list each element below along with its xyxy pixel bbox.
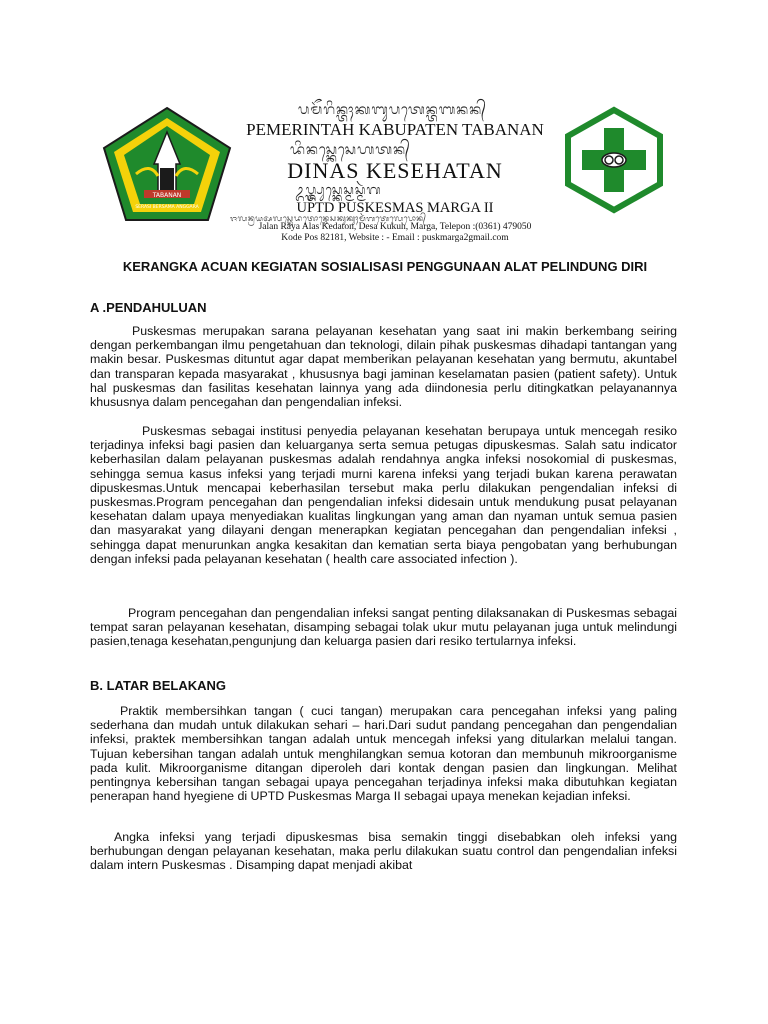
unit-name: UPTD PUSKESMAS MARGA II (296, 200, 494, 216)
document-title: KERANGKA ACUAN KEGIATAN SOSIALISASI PENGGUNAAN ALAT PELINDUNG DIRI (122, 259, 648, 274)
balinese-script-line-4: ᬚᬮᬦ᭄ᬭᬬᬅᬮᬲ᭄ᬓᬾᬤᬢᭀᬦ᭄ᬤᬾᬲᬓᬸᬓᬸᬄᬫᬃᬕᬢᬾᬮᬾᬧᭀᬦ᭄ (230, 214, 427, 223)
section-a-paragraph-3: Program pencegahan dan pengendalian infeksi sangat penting dilaksanakan di Puskesmas sebagai tempat saran pelayanan kesehatan, disamping sebagai tolak ukur mutu pelayanan juga untuk melindungi pasien,tenaga kesehatan,pengunjung dan keluarga pasien dari resiko tertularnya infeksi. (90, 606, 677, 649)
health-department-logo-icon (560, 106, 668, 214)
section-b-paragraph-1: Praktik membersihkan tangan ( cuci tangan) merupakan cara pencegahan infeksi yang paling sederhana dan mudah untuk dilakukan sehari – hari.Dari sudut pandang pencegahan dan pengendalian infeksi, praktek membersihkan tangan adalah untuk mencegah infeksi yang ditularkan melalui tangan. Tujuan kebersihan tangan adalah untuk menghilangkan semua kotoran dan membunuh mikroorganisme pada kulit. Mikroorganisme ditangan diperoleh dari kontak dengan pasien dan lingkungan. Melihat pentingnya kebersihan tangan sebagai upaya pencegahan terjadinya infeksi maka dibutuhkan kegiatan penerapan hand hyegiene di UPTD Puskesmas Marga II sebagai upaya menekan kejadian infeksi. (90, 704, 677, 804)
section-b-heading: B. LATAR BELAKANG (90, 678, 227, 693)
section-a-heading: A .PENDAHULUAN (90, 300, 207, 315)
balinese-script-line-1: ᬧᬫᭂᬭᬶᬦ᭄ᬢᬄᬓᬩᬸᬧᬢᬾᬦ᭄ᬢᬩᬦᬦ᭄ (298, 102, 488, 118)
address-line-1: Jalan Raya Alas Kedaton, Desa Kukuh, Marga, Telepon :(0361) 479050 (258, 222, 532, 232)
balinese-script-line-3: ᬉᬧ᭄ᬢ᭄ᬤ᭄ᬧᬸᬲ᭄ᬓᬾᬲ᭄ᬫᬲ᭄ᬫᬃᬕ (295, 183, 382, 198)
logo-motto-text: SERASI BERSAMA ANGGARA (135, 205, 199, 210)
letterhead (90, 96, 680, 246)
tabanan-regency-logo-icon (100, 104, 234, 224)
department-name: DINAS KESEHATAN (287, 158, 503, 183)
logo-label-text: TABANAN (152, 192, 182, 199)
section-b-paragraph-2: Angka infeksi yang terjadi dipuskesmas bisa semakin tinggi disebabkan oleh infeksi yang berhubungan dengan pelayanan kesehatan, maka perlu dilakukan suatu control dan pengendalian infeksi dalam intern Puskesmas . Disamping dapat menjadi akibat (90, 830, 677, 873)
section-a-paragraph-2: Puskesmas sebagai institusi penyedia pelayanan kesehatan berupaya untuk mencegah resiko terjadinya infeksi bagi pasien dan keluarganya serta semua petugas dipuskesmas. Salah satu indicator keberhasilan dalam pelayanan puskesmas adalah rendahnya angka infeksi nosokomial di puskesmas, sehingga semua kasus infeksi yang terjadi murni karena infeksi yang terjadi bukan karena perawatan dipuskesmas.Untuk mencapai keberhasilan tersebut maka perlu dilakukan pengendalian infeksi di puskesmas.Program pencegahan dan pengendalian infeksi didesain untuk mendukung pusat pelayanan kesehatan dalam upaya menyediakan kualitas lingkungan yang aman dan nyaman untuk semua pasien dan masyarakat yang dilayani dengan menerapkan kegiatan pencegahan dan pengendalian infeksi , sehingga dapat menurunkan angka kesakitan dan kematian serta biaya pengobatan yang berhubungan dengan infeksi pada pelayanan kesehatan ( health care associated infection ). (90, 424, 677, 566)
balinese-script-line-2: ᬤᬶᬦᬲ᭄ᬓᬾᬲᬾᬳᬢᬦ᭄ (290, 142, 411, 158)
government-name: PEMERINTAH KABUPATEN TABANAN (246, 120, 544, 139)
section-a-paragraph-1: Puskesmas merupakan sarana pelayanan kesehatan yang saat ini makin berkembang seiring dengan perkembangan ilmu pengetahuan dan teknologi, dilain pihak puskesmas dihadapi tantangan yang makin besar. Puskesmas dituntut agar dapat memberikan pelayanan kesehatan yang bermutu, akuntabel dan transparan kepada masyarakat , khususnya bagi jaminan keselamatan pasien (patient safety). Untuk hal puskesmas dan fasilitas kesehatan lainnya yang ada diindonesia perlu ditingkatkan pelayanannya khususnya dalam pencegahan dan pengendalian infeksi. (90, 324, 677, 410)
address-line-2: Kode Pos 82181, Website : - Email : puskmarga2gmail.com (281, 233, 509, 243)
